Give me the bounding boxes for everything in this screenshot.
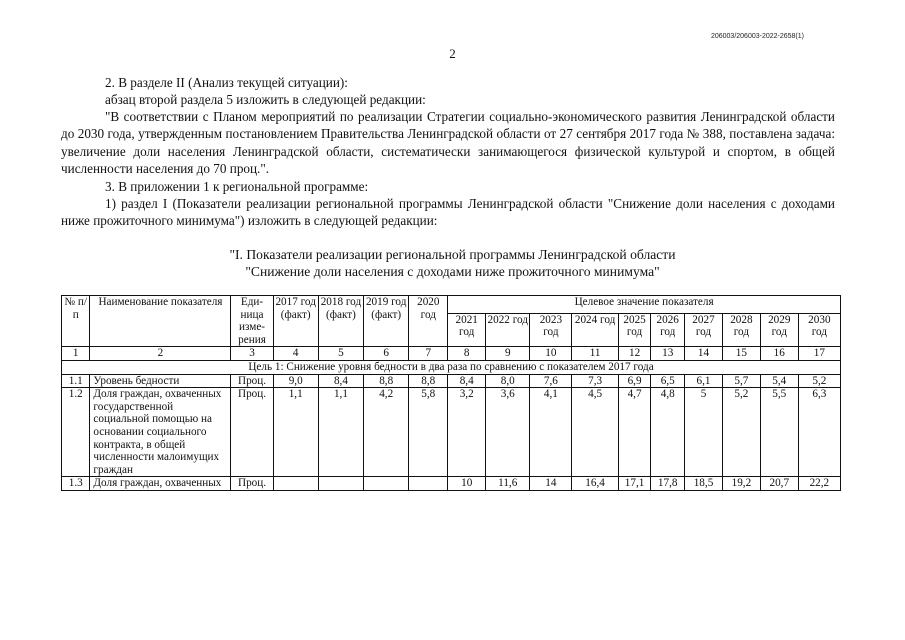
row-value: 9,0 [273,374,318,388]
section-title-line2: "Снижение доли населения с доходами ниже прожиточного минимума" [245,264,660,279]
row-value: 18,5 [685,477,723,491]
row-value: 5,5 [760,388,798,477]
row-value: 1,1 [273,388,318,477]
column-number: 9 [486,347,530,361]
column-number: 8 [448,347,486,361]
row-value: 5,2 [798,374,840,388]
row-value: 19,2 [722,477,760,491]
paragraph-section-1: 1) раздел I (Показатели реализации региональной программы Ленинградской области "Снижение доли населения с доходами ниже прожиточного минимума") изложить в следующей редакции: [61,196,835,229]
header-num: № п/п [62,296,90,347]
row-value: 22,2 [798,477,840,491]
column-number: 12 [618,347,651,361]
header-year: 2030 год [798,313,840,347]
header-year: 2024 год [572,313,618,347]
header-year: 2027 год [685,313,723,347]
goal-row [62,360,841,374]
row-value: 4,2 [364,388,409,477]
header-year: 2021 год [448,313,486,347]
column-number: 16 [760,347,798,361]
paragraph-section-2: 2. В разделе II (Анализ текущей ситуации): [105,75,348,90]
row-value: 5,8 [409,388,448,477]
row-value: 8,8 [409,374,448,388]
row-value: 7,3 [572,374,618,388]
header-year: 2026 год [651,313,685,347]
row-value: 8,4 [448,374,486,388]
row-value: 8,0 [486,374,530,388]
row-name: Доля граждан, охваченных государственной социальной помощью на основании социального контракта, в общей численности малоимущих граждан [90,388,231,477]
row-value [364,477,409,491]
table-header-row [62,296,841,314]
row-value: 5 [685,388,723,477]
column-number: 15 [722,347,760,361]
row-value [318,477,363,491]
column-number: 4 [273,347,318,361]
header-2018: 2018 год (факт) [318,296,363,347]
header-year: 2023 год [530,313,572,347]
row-unit: Проц. [231,388,273,477]
header-2017: 2017 год (факт) [273,296,318,347]
column-number: 5 [318,347,363,361]
paragraph-abzac: абзац второй раздела 5 изложить в следующей редакции: [105,92,426,107]
row-value: 5,7 [722,374,760,388]
row-value: 11,6 [486,477,530,491]
row-value: 5,4 [760,374,798,388]
row-value: 3,6 [486,388,530,477]
row-value: 3,2 [448,388,486,477]
row-value: 6,3 [798,388,840,477]
row-value: 16,4 [572,477,618,491]
column-number: 13 [651,347,685,361]
header-unit: Еди-ница изме-рения [231,296,273,347]
indicators-table [61,295,841,491]
row-value: 8,4 [318,374,363,388]
row-name: Доля граждан, охваченных [90,477,231,491]
row-value: 4,1 [530,388,572,477]
row-value: 6,9 [618,374,651,388]
row-value: 7,6 [530,374,572,388]
paragraph-appendix: 3. В приложении 1 к региональной программе: [105,179,369,194]
header-year: 2028 год [722,313,760,347]
row-value: 8,8 [364,374,409,388]
row-value: 6,5 [651,374,685,388]
column-number: 1 [62,347,90,361]
row-value: 4,7 [618,388,651,477]
row-unit: Проц. [231,477,273,491]
row-value: 4,5 [572,388,618,477]
header-2019: 2019 год (факт) [364,296,409,347]
header-year: 2022 год [486,313,530,347]
column-number: 2 [90,347,231,361]
column-numbers-row [62,347,841,361]
column-number: 7 [409,347,448,361]
table-row [62,388,841,477]
row-value: 20,7 [760,477,798,491]
page-number: 2 [449,46,456,61]
table-row [62,374,841,388]
row-value: 17,1 [618,477,651,491]
table-row [62,477,841,491]
row-value: 5,2 [722,388,760,477]
header-2020: 2020 год [409,296,448,347]
row-value [273,477,318,491]
header-target: Целевое значение показателя [448,296,841,314]
header-year: 2025 год [618,313,651,347]
row-value [409,477,448,491]
column-number: 6 [364,347,409,361]
goal-text: Цель 1: Снижение уровня бедности в два раза по сравнению с показателем 2017 года [62,360,841,374]
header-year: 2029 год [760,313,798,347]
column-number: 11 [572,347,618,361]
row-name: Уровень бедности [90,374,231,388]
row-value: 14 [530,477,572,491]
row-num: 1.1 [62,374,90,388]
row-value: 4,8 [651,388,685,477]
row-value: 17,8 [651,477,685,491]
row-unit: Проц. [231,374,273,388]
row-value: 6,1 [685,374,723,388]
row-value: 1,1 [318,388,363,477]
row-num: 1.2 [62,388,90,477]
column-number: 14 [685,347,723,361]
paragraph-quote: "В соответствии с Планом мероприятий по реализации Стратегии социально-экономического развития Ленинградской области до 2030 года, утвержденным постановлением Правительства Ленинградской области от 27 сентября 2017 года № 388, поставлена задача: увеличение доли населения Ленинградской области, систематически занимающегося физической культурой и спортом, в общей численности населения до 70 проц.". [61,109,835,177]
column-number: 3 [231,347,273,361]
row-num: 1.3 [62,477,90,491]
row-value: 10 [448,477,486,491]
column-number: 10 [530,347,572,361]
section-title-line1: "I. Показатели реализации региональной программы Ленинградской области [229,247,676,262]
document-id: 206003/206003-2022-2658(1) [710,33,804,40]
column-number: 17 [798,347,840,361]
header-name: Наименование показателя [90,296,231,347]
